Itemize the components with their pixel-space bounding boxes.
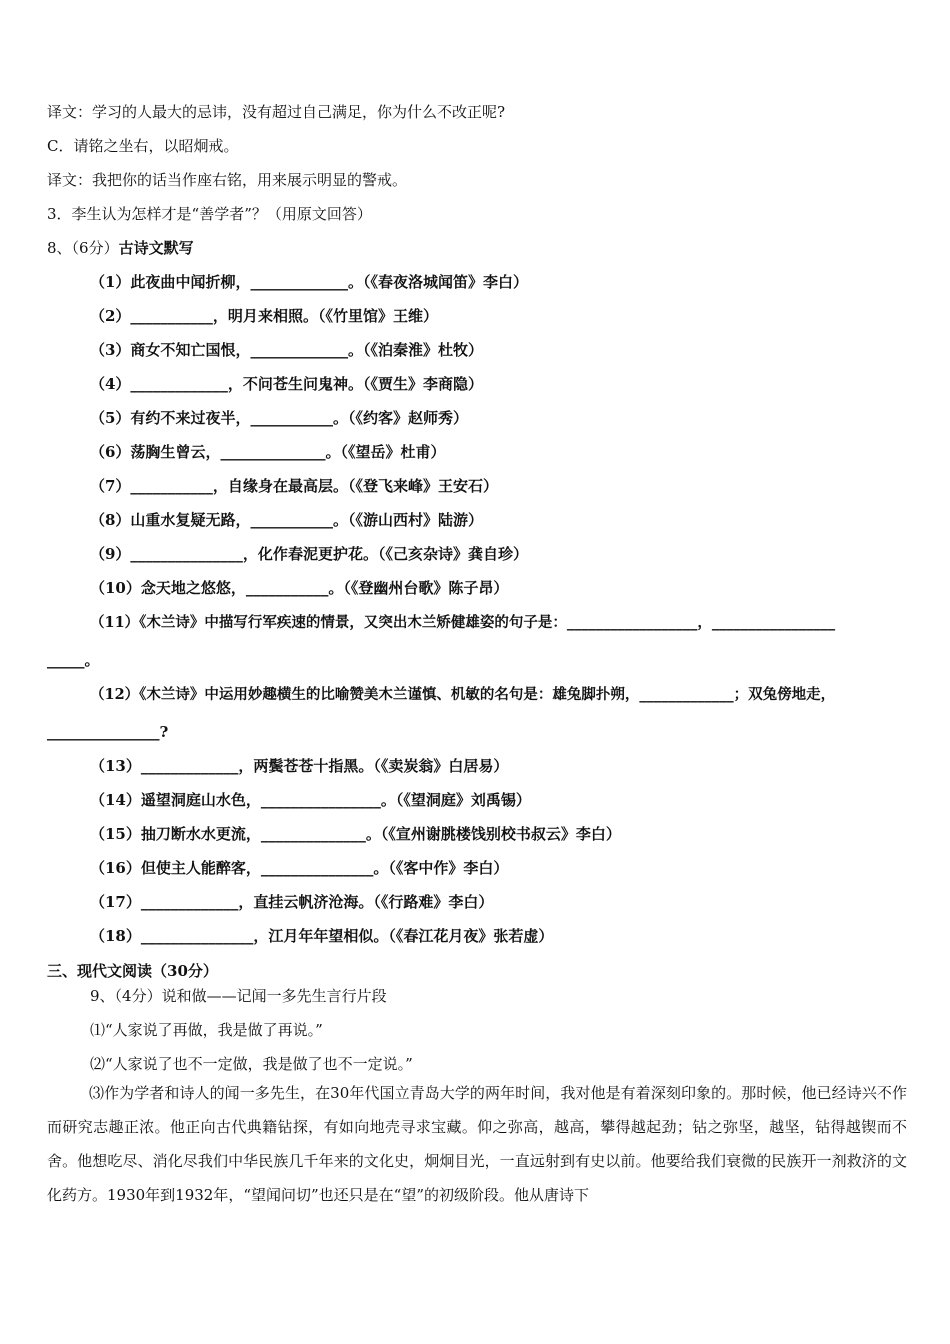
recitation-item-2: （2）___________，明月来相照。（《竹里馆》王维）	[90, 307, 438, 325]
recitation-item-12-cont: _______________?	[47, 723, 169, 741]
recitation-item-11-cont: _____。	[47, 651, 100, 669]
recitation-item-3: （3）商女不知亡国恨，_____________。（《泊秦淮》杜牧）	[90, 341, 483, 359]
recitation-item-17: （17）_____________，直挂云帆济沧海。（《行路难》李白）	[90, 893, 494, 911]
recitation-item-7: （7）___________，自缘身在最高层。（《登飞来峰》王安石）	[90, 477, 498, 495]
recitation-item-5: （5）有约不来过夜半，___________。（《约客》赵师秀）	[90, 409, 468, 427]
recitation-item-6: （6）荡胸生曾云，______________。（《望岳》杜甫）	[90, 443, 446, 461]
article-paragraph-2: ⑵“人家说了也不一定做，我是做了也不一定说。”	[90, 1055, 413, 1073]
recitation-item-14: （14）遥望洞庭山水色，________________。（《望洞庭》刘禹锡）	[90, 791, 531, 809]
option-c-line: C．请铭之坐右，以昭炯戒。	[47, 137, 239, 155]
question-9-heading: 9、（4分）说和做——记闻一多先生言行片段	[90, 987, 387, 1005]
recitation-item-12: （12）《木兰诗》中运用妙趣横生的比喻赞美木兰谨慎、机敏的名句是：雄兔脚扑朔，_____________；双兔傍地走，	[90, 686, 836, 703]
recitation-item-13: （13）_____________，两鬓苍苍十指黑。（《卖炭翁》白居易）	[90, 757, 509, 775]
question-8-heading	[47, 238, 194, 258]
recitation-item-16: （16）但使主人能醉客，_______________。（《客中作》李白）	[90, 859, 509, 877]
article-paragraph-3: ⑶作为学者和诗人的闻一多先生，在30年代国立青岛大学的两年时间，我对他是有着深刻印象的。那时候，他已经诗兴不作而研究志趣正浓。他正向古代典籍钻探，有如向地壳寻求宝藏。仰之弥高，越高，攀得越起劲；钻之弥坚，越坚，钻得越锲而不舍。他想吃尽、消化尽我们中华民族几千年来的文化史，炯炯目光，一直远射到有史以前。他要给我们衰微的民族开一剂救济的文化药方。1930年到1932年，“望闻问切”也还只是在“望”的初级阶段。他从唐诗下	[47, 1084, 907, 1204]
recitation-item-15: （15）抽刀断水水更流，______________。（《宣州谢朓楼饯别校书叔云》李白）	[90, 825, 621, 843]
recitation-item-11: （11）《木兰诗》中描写行军疾速的情景，又突出木兰矫健雄姿的句子是：__________________，_________________	[90, 614, 836, 631]
article-paragraph-1: ⑴“人家说了再做，我是做了再说。”	[90, 1021, 323, 1039]
recitation-item-8: （8）山重水复疑无路，___________。（《游山西村》陆游）	[90, 511, 483, 529]
question-3-line: 3．李生认为怎样才是“善学者”？（用原文回答）	[47, 205, 372, 223]
recitation-item-4: （4）_____________，不问苍生问鬼神。（《贾生》李商隐）	[90, 375, 483, 393]
recitation-item-18: （18）_______________，江月年年望相似。（《春江花月夜》张若虚）	[90, 927, 554, 945]
section-3-title: 三、现代文阅读（30分）	[47, 962, 218, 980]
translation-line-2: 译文：我把你的话当作座右铭，用来展示明显的警戒。	[47, 171, 408, 189]
question-8-title: 古诗文默写	[118, 239, 194, 257]
question-8-number: 8、（6分）	[47, 239, 119, 257]
translation-line-1: 译文：学习的人最大的忌讳，没有超过自己满足，你为什么不改正呢?	[47, 103, 506, 121]
recitation-item-9: （9）_______________，化作春泥更护花。（《己亥杂诗》龚自珍）	[90, 545, 528, 563]
recitation-item-1: （1）此夜曲中闻折柳，_____________。（《春夜洛城闻笛》李白）	[90, 273, 528, 291]
recitation-item-10: （10）念天地之悠悠，___________。（《登幽州台歌》陈子昂）	[90, 579, 509, 597]
